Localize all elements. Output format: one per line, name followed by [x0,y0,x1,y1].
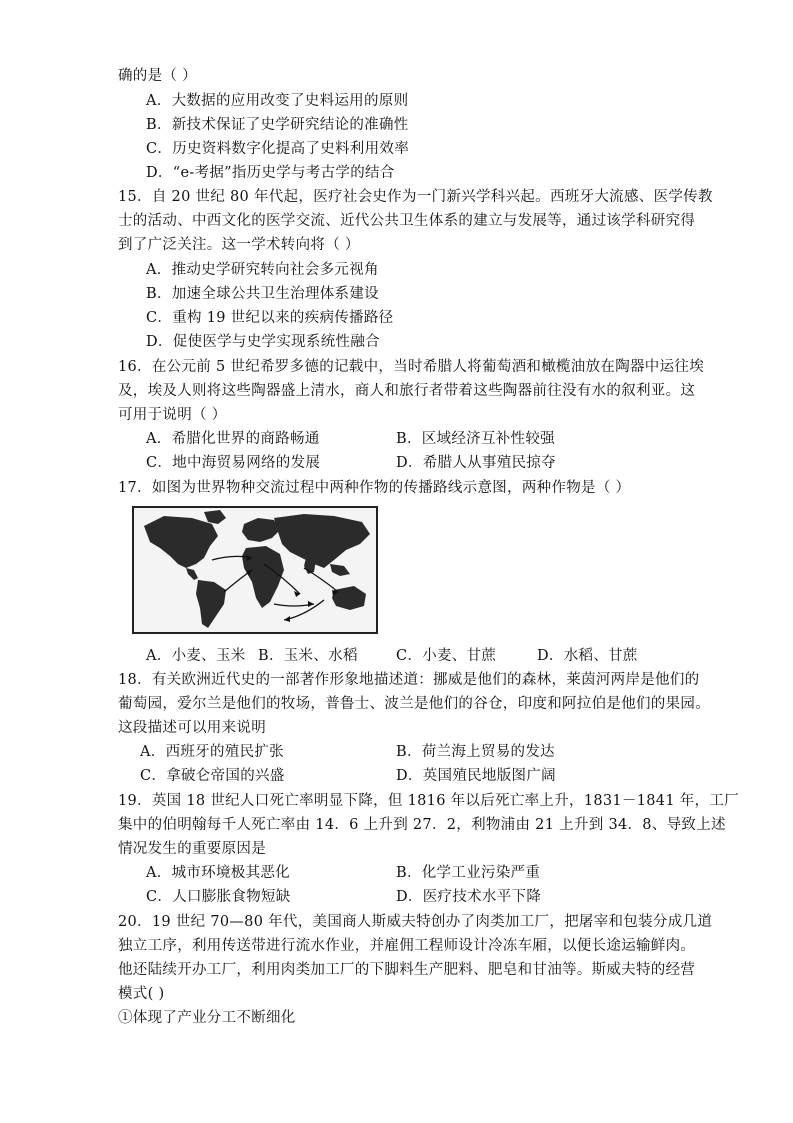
q17-option-d: D．水稻、甘蔗 [537,648,638,664]
q18-option-d: D．英国殖民地版图广阔 [396,768,556,784]
world-map-figure [132,506,378,634]
q19-stem-line1: 19．英国 18 世纪人口死亡率明显下降，但 1816 年以后死亡率上升，1831－1841 年，工厂 [118,793,739,809]
q19-option-b: B．化学工业污染严重 [396,865,541,881]
q16-stem-line2: 及，埃及人则将这些陶器盛上清水，商人和旅行者带着这些陶器前往没有水的叙利亚。这 [118,383,696,399]
q18-stem-line2: 葡萄园，爱尔兰是他们的牧场，普鲁士、波兰是他们的谷仓，印度和阿拉伯是他们的果园。 [118,696,710,712]
q18-stem-line3: 这段描述可以用来说明 [118,720,266,736]
q15-option-b: B．加速全球公共卫生治理体系建设 [146,286,379,302]
q15-option-c: C．重构 19 世纪以来的疾病传播路径 [146,310,394,326]
q17-stem-line1: 17．如图为世界物种交流过程中两种作物的传播路线示意图，两种作物是（ ） [118,480,631,496]
q16-stem-line1: 16．在公元前 5 世纪希罗多德的记载中，当时希腊人将葡萄酒和橄榄油放在陶器中运往埃 [118,359,704,375]
q19-stem-line3: 情况发生的重要原因是 [118,841,266,857]
q14-option-c: C．历史资料数字化提高了史料利用效率 [146,141,409,157]
q15-option-d: D．促使医学与史学实现系统性融合 [146,334,380,350]
q20-stem-line3: 他还陆续开办工厂，利用肉类加工厂的下脚料生产肥料、肥皂和甘油等。斯威夫特的经营 [118,962,696,978]
q14-stem-tail: 确的是（ ） [118,68,197,84]
q14-option-d: D．“e-考据”指历史学与考古学的结合 [146,165,395,181]
q18-option-b: B．荷兰海上贸易的发达 [396,744,555,760]
q15-option-a: A．推动史学研究转向社会多元视角 [146,262,379,278]
q15-stem-line1: 15．自 20 世纪 80 年代起，医疗社会史作为一门新兴学科兴起。西班牙大流感、医学传教 [118,189,713,205]
q20-stem-line1: 20．19 世纪 70—80 年代，美国商人斯威夫特创办了肉类加工厂，把屠宰和包装分成几道 [118,914,713,930]
q14-option-a: A．大数据的应用改变了史料运用的原则 [146,93,409,109]
q18-stem-line1: 18．有关欧洲近代史的一部著作形象地描述道：挪威是他们的森林，莱茵河两岸是他们的 [118,672,700,688]
q19-option-a: A．城市环境极其恶化 [146,865,290,881]
q15-stem-line3: 到了广泛关注。这一学术转向将（ ） [118,237,360,253]
q17-option-b: B．玉米、水稻 [258,648,358,664]
world-map-svg [134,508,376,632]
q20-item-1: ①体现了产业分工不断细化 [118,1010,296,1026]
q20-stem-line4: 模式( ) [118,986,165,1002]
q16-option-b: B．区域经济互补性较强 [396,431,555,447]
q20-stem-line2: 独立工序，利用传送带进行流水作业，并雇佣工程师设计冷冻车厢，以便长途运输鲜肉。 [118,938,696,954]
q18-option-c: C．拿破仑帝国的兴盛 [140,768,285,784]
q17-option-c: C．小麦、甘蔗 [396,648,497,664]
q19-option-c: C．人口膨胀食物短缺 [146,889,291,905]
q15-stem-line2: 士的活动、中西文化的医学交流、近代公共卫生体系的建立与发展等，通过该学科研究得 [118,213,696,229]
q14-option-b: B．新技术保证了史学研究结论的准确性 [146,117,409,133]
q16-option-c: C．地中海贸易网络的发展 [146,455,321,471]
q19-option-d: D．医疗技术水平下降 [396,889,542,905]
q16-option-a: A．希腊化世界的商路畅通 [146,431,320,447]
q17-option-a: A．小麦、玉米 [146,648,246,664]
q16-option-d: D．希腊人从事殖民掠夺 [396,455,556,471]
q18-option-a: A．西班牙的殖民扩张 [140,744,284,760]
q19-stem-line2: 集中的伯明翰每千人死亡率由 14．6 上升到 27．2，利物浦由 21 上升到 34．8、导致上述 [118,817,726,833]
q16-stem-line3: 可用于说明（ ） [118,407,227,423]
